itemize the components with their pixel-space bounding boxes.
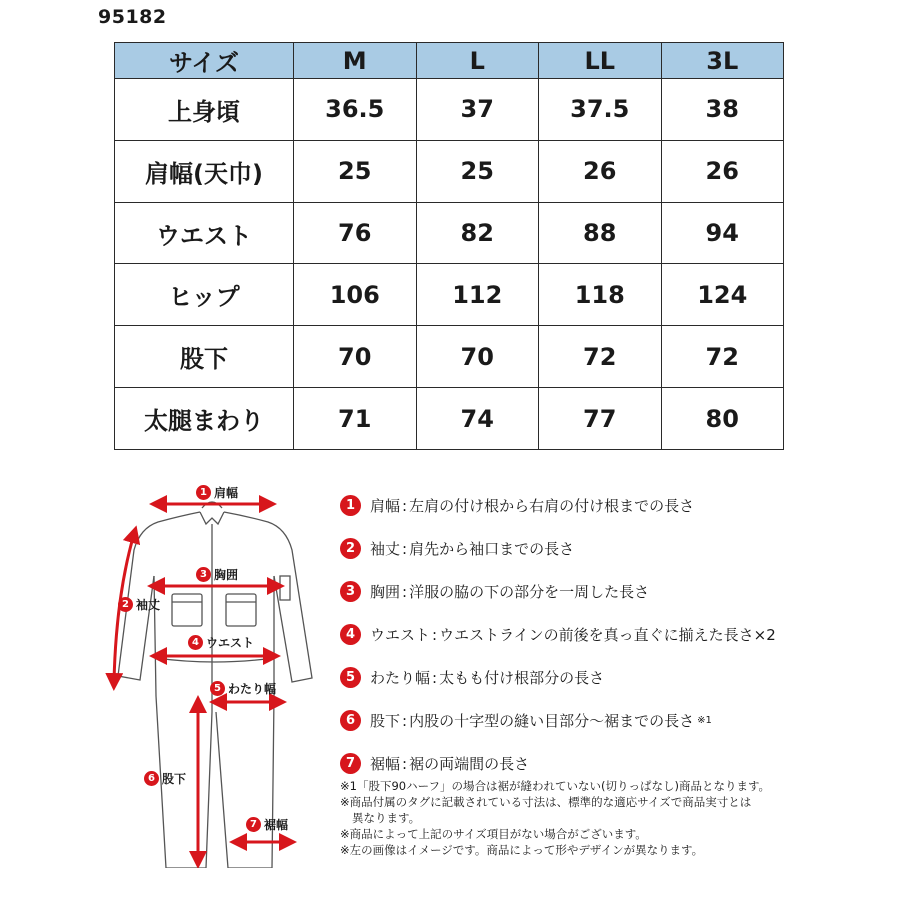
- number-badge: 7: [246, 817, 261, 832]
- header-ll: LL: [539, 43, 662, 79]
- number-badge: 5: [340, 667, 361, 688]
- figure-label-thigh: [210, 680, 276, 697]
- legend-term: わたり幅: [370, 669, 431, 687]
- number-badge: 1: [340, 495, 361, 516]
- legend-term: 股下: [370, 712, 401, 730]
- footnote: 異なります。: [352, 811, 421, 825]
- number-badge: 6: [144, 771, 159, 786]
- footnote: ※左の画像はイメージです。商品によって形やデザインが異なります。: [340, 843, 704, 857]
- table-row: [115, 79, 784, 141]
- table-cell: 38: [661, 79, 784, 141]
- table-cell: 94: [661, 202, 784, 264]
- product-code: 95182: [98, 6, 167, 28]
- legend-item: 1 肩幅 : 左肩の付け根から右肩の付け根までの長さ: [340, 484, 880, 527]
- legend-item: 5 わたり幅 : 太もも付け根部分の長さ: [340, 656, 880, 699]
- figure-label-inseam: [144, 770, 186, 787]
- figure-label-text: 裾幅: [264, 818, 289, 832]
- table-header-row: [115, 43, 784, 79]
- figure-label-hem: [246, 816, 288, 833]
- figure-label-chest: [196, 566, 238, 583]
- header-m: M: [294, 43, 417, 79]
- table-cell: 72: [661, 326, 784, 388]
- row-label: 肩幅(天巾): [115, 140, 294, 202]
- table-cell: 112: [416, 264, 539, 326]
- number-badge: 1: [196, 485, 211, 500]
- table-cell: 26: [661, 140, 784, 202]
- table-cell: 76: [294, 202, 417, 264]
- legend-term: ウエスト: [370, 626, 431, 644]
- number-badge: 2: [340, 538, 361, 559]
- legend-desc: 内股の十字型の縫い目部分～裾までの長さ: [409, 712, 695, 730]
- table-cell: 88: [539, 202, 662, 264]
- legend-item: 7 裾幅 : 裾の両端間の長さ: [340, 742, 880, 785]
- legend-term: 胸囲: [370, 583, 401, 601]
- legend-desc: 裾の両端間の長さ: [409, 755, 530, 773]
- table-cell: 80: [661, 388, 784, 450]
- table-cell: 70: [294, 326, 417, 388]
- legend-desc: ウエストラインの前後を真っ直ぐに揃えた長さ×2: [439, 626, 776, 644]
- figure-label-text: 股下: [162, 772, 187, 786]
- table-cell: 25: [416, 140, 539, 202]
- footnotes: [340, 778, 860, 858]
- coverall-illustration: [96, 476, 332, 868]
- footnote: ※商品付属のタグに記載されている寸法は、標準的な適応サイズで商品実寸とは: [340, 795, 752, 809]
- size-table: [114, 42, 784, 450]
- number-badge: 5: [210, 681, 225, 696]
- table-cell: 82: [416, 202, 539, 264]
- legend-desc: 太もも付け根部分の長さ: [439, 669, 605, 687]
- row-label: ヒップ: [115, 264, 294, 326]
- figure-label-text: わたり幅: [228, 682, 277, 696]
- legend-term: 裾幅: [370, 755, 401, 773]
- table-cell: 37: [416, 79, 539, 141]
- legend-item: 6 股下 : 内股の十字型の縫い目部分～裾までの長さ ※1: [340, 699, 880, 742]
- legend-desc: 洋服の脇の下の部分を一周した長さ: [409, 583, 650, 601]
- coverall-drawing: [96, 476, 332, 868]
- header-l: L: [416, 43, 539, 79]
- row-label: 太腿まわり: [115, 388, 294, 450]
- table-row: [115, 202, 784, 264]
- legend-item: 4 ウエスト : ウエストラインの前後を真っ直ぐに揃えた長さ×2: [340, 613, 880, 656]
- figure-label-text: 肩幅: [214, 486, 239, 500]
- footnote: ※1「股下90ハーフ」の場合は裾が縫われていない(切りっぱなし)商品となります。: [340, 779, 771, 793]
- table-row: [115, 140, 784, 202]
- number-badge: 2: [118, 597, 133, 612]
- row-label: 上身頃: [115, 79, 294, 141]
- figure-label-text: 袖丈: [136, 598, 161, 612]
- table-cell: 72: [539, 326, 662, 388]
- table-row: [115, 388, 784, 450]
- number-badge: 3: [196, 567, 211, 582]
- table-cell: 37.5: [539, 79, 662, 141]
- legend-footnote-ref: ※1: [697, 715, 712, 726]
- header-3l: 3L: [661, 43, 784, 79]
- header-size: サイズ: [115, 43, 294, 79]
- legend-desc: 左肩の付け根から右肩の付け根までの長さ: [409, 497, 695, 515]
- legend-desc: 肩先から袖口までの長さ: [409, 540, 575, 558]
- figure-label-waist: [188, 634, 254, 651]
- number-badge: 4: [340, 624, 361, 645]
- row-label: 股下: [115, 326, 294, 388]
- table-cell: 36.5: [294, 79, 417, 141]
- table-row: [115, 264, 784, 326]
- table-cell: 74: [416, 388, 539, 450]
- footnote: ※商品によって上記のサイズ項目がない場合がございます。: [340, 827, 647, 841]
- table-cell: 26: [539, 140, 662, 202]
- figure-label-sleeve: [118, 596, 160, 613]
- number-badge: 6: [340, 710, 361, 731]
- legend-term: 袖丈: [370, 540, 401, 558]
- legend-item: 3 胸囲 : 洋服の脇の下の部分を一周した長さ: [340, 570, 880, 613]
- table-cell: 118: [539, 264, 662, 326]
- legend-term: 肩幅: [370, 497, 401, 515]
- table-cell: 25: [294, 140, 417, 202]
- row-label: ウエスト: [115, 202, 294, 264]
- figure-label-text: ウエスト: [206, 636, 255, 650]
- legend-item: 2 袖丈 : 肩先から袖口までの長さ: [340, 527, 880, 570]
- number-badge: 7: [340, 753, 361, 774]
- table-cell: 70: [416, 326, 539, 388]
- table-cell: 106: [294, 264, 417, 326]
- figure-label-text: 胸囲: [214, 568, 239, 582]
- number-badge: 3: [340, 581, 361, 602]
- number-badge: 4: [188, 635, 203, 650]
- measurement-legend: [340, 484, 880, 785]
- table-row: [115, 326, 784, 388]
- table-cell: 77: [539, 388, 662, 450]
- table-cell: 124: [661, 264, 784, 326]
- figure-label-shoulder: [196, 484, 238, 501]
- table-cell: 71: [294, 388, 417, 450]
